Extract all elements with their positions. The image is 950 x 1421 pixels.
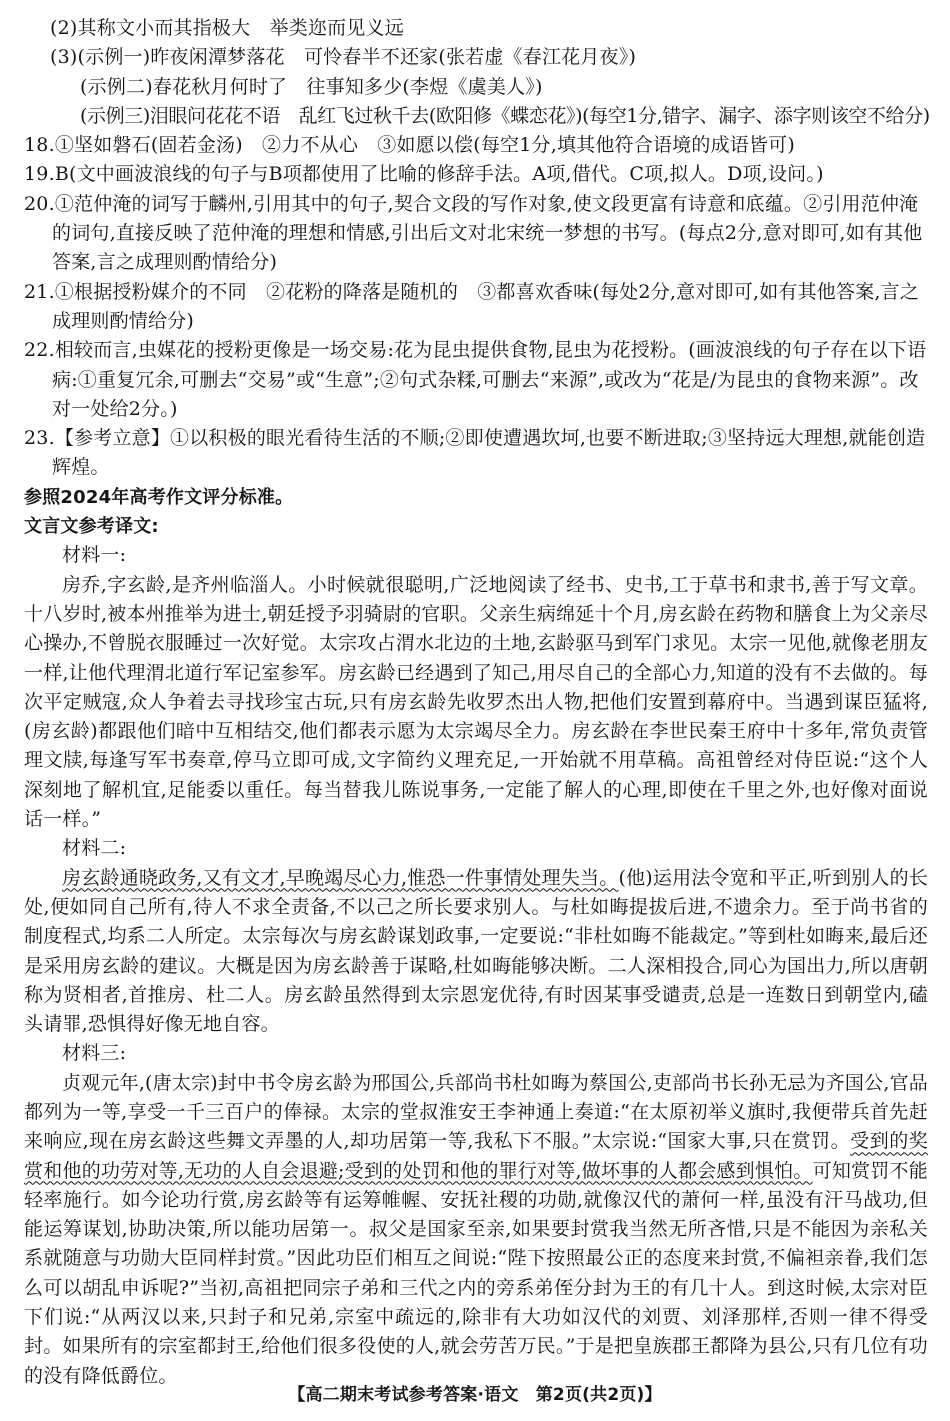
- answer-17-2: (2)其称文小而其指极大 举类迩而见义远: [50, 17, 404, 39]
- answer-19: 19.B(文中画波浪线的句子与B项都使用了比喻的修辞手法。A项,借代。C项,拟人。D项,设问。): [24, 163, 824, 186]
- material-3-label: 材料三:: [62, 1042, 127, 1065]
- material-2-wavy-sentence: 房玄龄通晓政务,又有文才,早晚竭尽心力,惟恐一件事情处理失当。: [62, 866, 619, 889]
- material-3-after: 可知赏罚不能轻率施行。如今论功行赏,房玄龄等有运筹帷幄、安抚社稷的功勋,就像汉代的萧何一样,虽没有汗马战功,但能运筹谋划,协助决策,所以能功居第一。叔父是国家至亲,如果要封赏我当然无所吝惜,只是不能因为亲私关系就随意与功勋大臣同样封赏。”因此功臣们相互之间说:“陛下按照最公正的态度来封赏,不偏袒亲眷,我们怎么可以胡乱申诉呢?”当初,高祖把同宗子弟和三代之内的旁系弟侄分封为王的有几十人。到这时候,太宗对臣下们说:“从两汉以来,只封子和兄弟,宗室中疏远的,除非有大功如汉代的刘贾、刘泽那样,否则一律不得受封。如果所有的宗室都封王,给他们很多役使的人,就会劳苦万民。”于是把皇族郡王都降为县公,只有几位有功的没有降低爵位。: [24, 1159, 928, 1387]
- essay-scoring-note: 参照2024年高考作文评分标准。: [24, 486, 294, 508]
- answer-18: 18.①坚如磐石(固若金汤) ②力不从心 ③如愿以偿(每空1分,填其他符合语境的成语皆可): [24, 134, 795, 157]
- material-3-before: 贞观元年,(唐太宗)封中书令房玄龄为邢国公,兵部尚书杜如晦为蔡国公,吏部尚书长孙无忌为齐国公,官品都列为一等,享受一千三百户的俸禄。太宗的堂叔淮安王李神通上奏道:“在太原初举义旗时,我便带兵首先赶来响应,现在房玄龄这些舞文弄墨的人,却功居第一等,我私下不服。”太宗说:“国家大事,只在赏罚。: [24, 1071, 928, 1153]
- material-2-label: 材料二:: [62, 837, 127, 860]
- answer-20: 20.①范仲淹的词写于麟州,引用其中的句子,契合文段的写作对象,使文段更富有诗意和底蕴。②引用范仲淹的词句,直接反映了范仲淹的理想和情感,引出后文对北宋统一梦想的书写。(每点2分,意对即可,如有其他答案,言之成理则酌情给分): [24, 192, 923, 274]
- material-1-label: 材料一:: [62, 544, 127, 567]
- material-3-text: [24, 1069, 928, 1391]
- translation-heading: 文言文参考译文:: [24, 516, 159, 538]
- material-1-text: 房乔,字玄龄,是齐州临淄人。小时候就很聪明,广泛地阅读了经书、史书,工于草书和隶书,善于写文章。十八岁时,被本州推举为进士,朝廷授予羽骑尉的官职。父亲生病绵延十个月,房玄龄在药物和膳食上为父亲尽心操办,不曾脱衣服睡过一次好觉。太宗攻占渭水北边的土地,玄龄驱马到军门求见。太宗一见他,就像老朋友一样,让他代理渭北道行军记室参军。房玄龄已经遇到了知己,用尽自己的全部心力,知道的没有不去做的。每次平定贼寇,众人争着去寻找珍宝古玩,只有房玄龄先收罗杰出人物,把他们安置到幕府中。当遇到谋臣猛将,(房玄龄)都跟他们暗中互相结交,他们都表示愿为太宗竭尽全力。房玄龄在李世民秦王府中十多年,常负责管理文牍,每逢写军书奏章,停马立即可成,文字简约义理充足,一开始就不用草稿。高祖曾经对侍臣说:“这个人深刻地了解机宜,足能委以重任。每当替我儿陈说事务,一定能了解人的心理,即使在千里之外,也好像对面说话一样。”: [24, 573, 928, 831]
- answer-22: 22.相较而言,虫媒花的授粉更像是一场交易:花为昆虫提供食物,昆虫为花授粉。(画波浪线的句子存在以下语病:①重复冗余,可删去“交易”或“生意”;②句式杂糅,可删去“来源”,或改为“花是/为昆虫的食物来源”。改对一处给2分。): [24, 339, 927, 420]
- material-2-rest: (他)运用法令宽和平正,听到别人的长处,便如同自己所有,待人不求全责备,不以己之所长要求别人。与杜如晦提拔后进,不遗余力。至于尚书省的制度程式,均系二人所定。太宗每次与房玄龄谋划政事,一定要说:“非杜如晦不能裁定。”等到杜如晦来,最后还是采用房玄龄的建议。大概是因为房玄龄善于谋略,杜如晦能够决断。二人深相投合,同心为国出力,所以唐朝称为贤相者,首推房、杜二人。房玄龄虽然得到太宗恩宠优待,有时因某事受谴责,总是一连数日到朝堂内,磕头请罪,恐惧得好像无地自容。: [24, 866, 928, 1036]
- answer-17-3-example-2: (示例二)春花秋月何时了 往事知多少(李煜《虞美人》): [80, 75, 543, 98]
- answer-17-3-example-3: (示例三)泪眼问花花不语 乱红飞过秋千去(欧阳修《蝶恋花》)(每空1分,错字、漏字、添字则该空不给分): [80, 104, 930, 127]
- answer-23: 23.【参考立意】①以积极的眼光看待生活的不顺;②即使遭遇坎坷,也要不断进取;③坚持远大理想,就能创造辉煌。: [24, 427, 926, 479]
- answer-17-3-example-1: (3)(示例一)昨夜闲潭梦落花 可怜春半不还家(张若虚《春江花月夜》): [50, 46, 637, 69]
- material-3-wavy-sentence: 受到的奖赏和他的功劳对等,无功的人自会退避;受到的处罚和他的罪行对等,做坏事的人都会感到惧怕。: [24, 1130, 928, 1182]
- material-2-text: [24, 864, 928, 1040]
- page-footer: 【高二期末考试参考答案·语文 第2页(共2页)】: [288, 1385, 662, 1405]
- answer-21: 21.①根据授粉媒介的不同 ②花粉的降落是随机的 ③都喜欢香味(每处2分,意对即可,如有其他答案,言之成理则酌情给分): [24, 280, 920, 332]
